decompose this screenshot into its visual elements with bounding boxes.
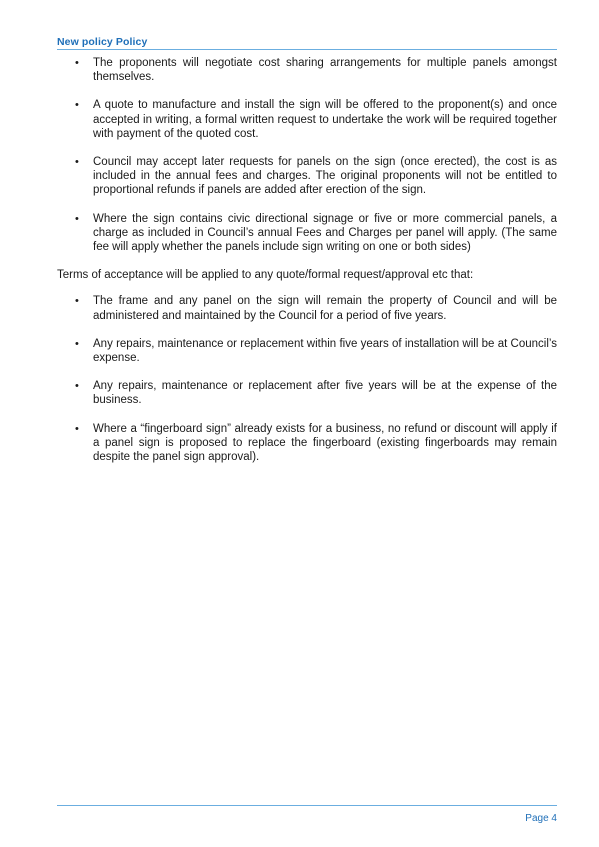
bullet-list-terms (57, 294, 557, 464)
bullet-icon: • (75, 212, 79, 225)
page-number: Page 4 (525, 813, 557, 824)
bullet-icon: • (75, 380, 79, 393)
list-item (57, 98, 557, 141)
bullet-icon: • (75, 57, 79, 69)
list-item-text: The proponents will negotiate cost sharing arrangements for multiple panels amongst themselves. (93, 57, 557, 84)
list-item (57, 155, 557, 198)
header-divider (57, 49, 557, 50)
list-item (57, 212, 557, 255)
list-item-text: The frame and any panel on the sign will remain the property of Council and will be administered and maintained by the Council for a period of five years. (93, 295, 557, 322)
footer-divider (57, 805, 557, 806)
list-item (57, 56, 557, 84)
list-item (57, 337, 557, 365)
list-item-text: Council may accept later requests for panels on the sign (once erected), the cost is as included in the annual fees and charges. The original proponents will not be entitled to proportional refunds if panels are added after erection of the sign. (93, 156, 557, 197)
bullet-icon: • (75, 337, 79, 350)
document-header-title: New policy Policy (57, 36, 148, 48)
list-item-text: Where a “fingerboard sign” already exists for a business, no refund or discount will apply if a panel sign is proposed to replace the fingerboard (existing fingerboards may remain despite the panel sign approval). (93, 422, 557, 464)
terms-paragraph: Terms of acceptance will be applied to any quote/formal request/approval etc that: (57, 269, 474, 282)
document-body (57, 56, 557, 478)
bullet-icon: • (75, 99, 79, 112)
bullet-icon: • (75, 422, 79, 435)
list-item-text: A quote to manufacture and install the sign will be offered to the proponent(s) and once accepted in writing, a formal written request to undertake the work will be required together with payment of the quoted cost. (93, 99, 557, 140)
list-item-text: Any repairs, maintenance or replacement within five years of installation will be at Council’s expense. (93, 337, 557, 365)
list-item (57, 379, 557, 407)
bullet-icon: • (75, 156, 79, 169)
list-item-text: Any repairs, maintenance or replacement after five years will be at the expense of the business. (93, 380, 557, 407)
bullet-icon: • (75, 295, 79, 308)
bullet-list-conditions (57, 56, 557, 254)
list-item (57, 422, 557, 465)
list-item (57, 294, 557, 322)
list-item-text: Where the sign contains civic directional signage or five or more commercial panels, a charge as included in Council’s annual Fees and Charges per panel will apply. (The same fee will apply whether the panels include sign writing on one or both sides) (93, 212, 557, 254)
